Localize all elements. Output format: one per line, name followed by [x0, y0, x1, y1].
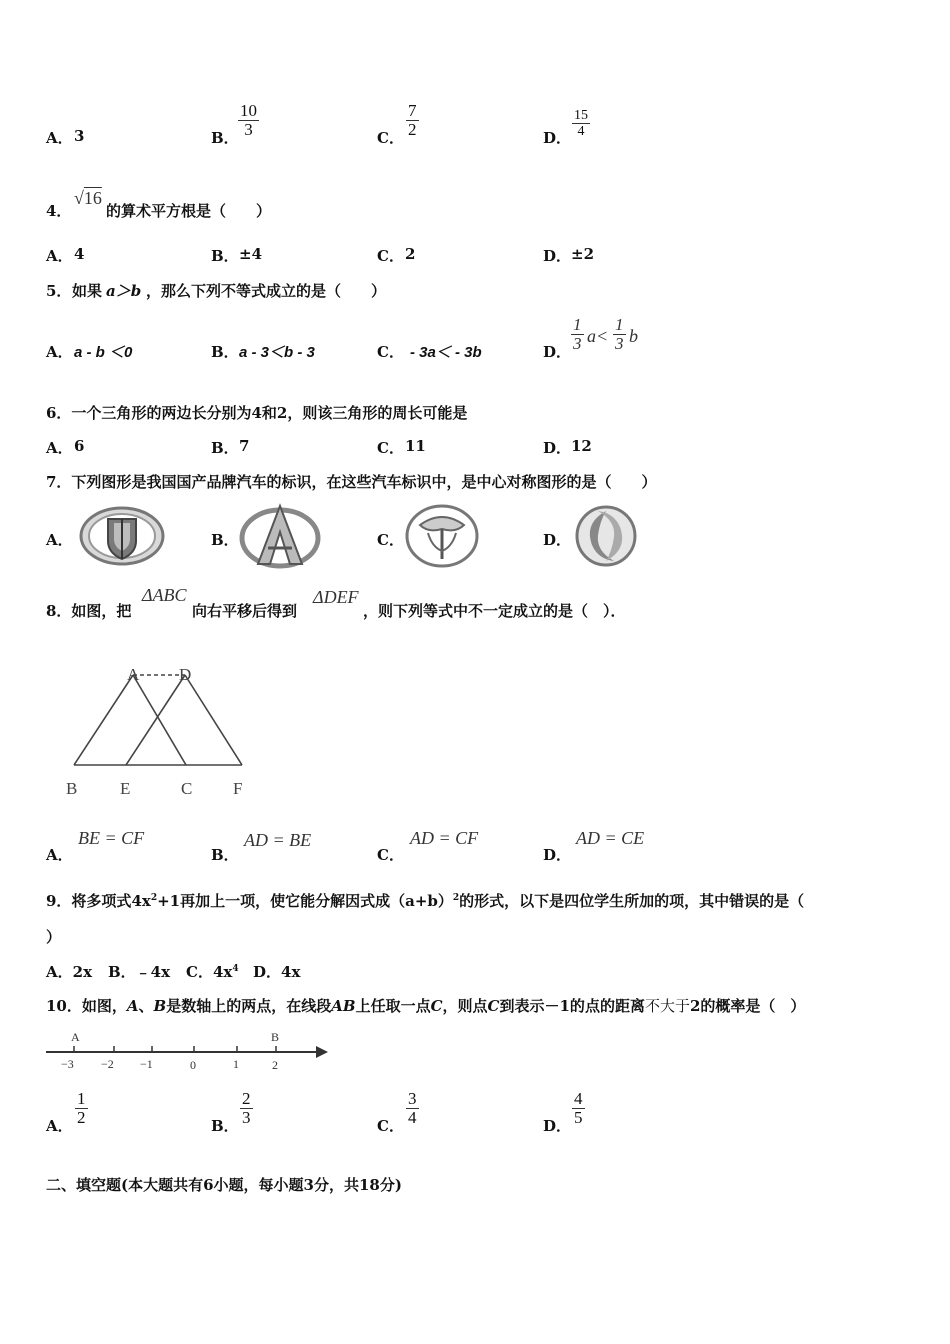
figure-label-e: E [120, 779, 131, 798]
q3-option-c-label: C． [377, 129, 404, 147]
q3-option-d-fraction: $\frac{15}{4}$ [574, 108, 588, 139]
q7-stem: 7．下列图形是我国国产品牌汽车的标识，在这些汽车标识中，是中心对称图形的是（ ） [46, 473, 657, 491]
sqrt-icon: √ [74, 188, 84, 208]
figure-label-c: C [181, 779, 193, 798]
q8-option-c-label: C． [377, 846, 404, 864]
q4-sqrt [74, 188, 102, 209]
q10-option-a-label: A． [46, 1117, 73, 1135]
q4-radicand: 16 [83, 188, 102, 208]
greatwall-logo-icon [78, 505, 166, 567]
q8-option-b-label: B． [211, 846, 239, 864]
q6-option-a-label: A． [46, 439, 73, 457]
q7-option-b-label: B． [211, 531, 239, 549]
q8-option-b-value: AD = BE [244, 830, 312, 850]
q10-option-c-label: C． [377, 1117, 404, 1135]
q10-option-b-fraction: $\frac{2}{3}$ [242, 1089, 251, 1127]
q5-condition: a＞b [106, 282, 142, 300]
q8-stem-mid: 向右平移后得到 [192, 602, 298, 620]
dongfeng-logo-icon [574, 503, 638, 569]
chery-logo-icon [238, 502, 322, 570]
q9-option-a: A．2x [46, 963, 93, 981]
axis-tick-label: 1 [233, 1057, 239, 1071]
q5-option-b-label: B． [211, 343, 239, 361]
q6-option-a-value: 6 [74, 437, 85, 455]
q4-stem: 的算术平方根是（ ） [106, 202, 272, 220]
figure-label-d: D [179, 665, 192, 684]
q8-option-a-label: A． [46, 846, 73, 864]
q10-stem: 10．如图，A、B是数轴上的两点，在线段AB上任取一点C，则点C到表示－1的点的距离不大于2的概率是（ ） [46, 997, 806, 1015]
faw-logo-icon [404, 503, 480, 569]
q10-option-b-label: B． [211, 1117, 239, 1135]
q8-stem-post: ，则下列等式中不一定成立的是（ ）． [363, 602, 626, 620]
axis-point-a: A [71, 1030, 80, 1044]
q5-option-d-frac1: $\frac{1}{3}$ [573, 315, 582, 353]
q8-option-c-value: AD = CF [410, 828, 479, 848]
q9-stem: 9．将多项式$4x^2+1$再加上一项，使它能分解因式成$(a+b)^2$的形式，以下是四位学生所加的项，其中错误的是（ [46, 892, 805, 910]
q9-stem-cont: ） [46, 928, 62, 946]
q3-option-b-fraction: $\frac{10}{3}$ [240, 101, 257, 139]
q8-option-a-value: BE = CF [78, 828, 145, 848]
q6-option-c-label: C． [377, 439, 404, 457]
section-2-heading: 二、填空题(本大题共有6小题，每小题3分，共18分) [46, 1176, 402, 1194]
q7-option-d-label: D． [543, 531, 572, 549]
q6-option-c-value: 11 [405, 437, 426, 455]
translation-triangles-figure [60, 660, 260, 805]
q4-option-b-label: B． [211, 247, 239, 265]
q5-option-d-label: D． [543, 343, 572, 361]
q7-option-a-label: A． [46, 531, 73, 549]
figure-label-a: A [127, 665, 140, 684]
q10-option-d-fraction: $\frac{4}{5}$ [574, 1089, 583, 1127]
q5-option-a-value: a - b ＜0 [74, 344, 133, 361]
q5-option-d-frac2: $\frac{1}{3}$ [615, 315, 624, 353]
q6-option-d-value: 12 [571, 437, 592, 455]
q6-stem: 6．一个三角形的两边长分别为4和2，则该三角形的周长可能是 [46, 404, 468, 422]
axis-arrow-icon [316, 1046, 328, 1058]
q4-option-d-label: D． [543, 247, 572, 265]
q4-number: 4． [46, 202, 72, 220]
q10-option-a-fraction: $\frac{1}{2}$ [77, 1089, 86, 1127]
q6-option-b-value: 7 [239, 437, 250, 455]
q5-option-c-label: C． [377, 343, 404, 361]
q3-option-a-label: A． [46, 129, 73, 147]
axis-point-b: B [271, 1030, 280, 1044]
q5-number: 5． [46, 282, 72, 300]
q3-option-b-label: B． [211, 129, 239, 147]
q5-option-d-mid: a< [587, 326, 609, 346]
q4-option-b-value: ±4 [239, 245, 263, 263]
q5-option-a-label: A． [46, 343, 73, 361]
q9-option-d: D．4x [253, 963, 301, 981]
q5-stem-pre: 如果 [72, 282, 103, 300]
figure-label-f: F [233, 779, 243, 798]
figure-label-b: B [66, 779, 78, 798]
q5-option-d-tail: b [629, 326, 638, 346]
q10-option-d-label: D． [543, 1117, 572, 1135]
q7-option-c-label: C． [377, 531, 404, 549]
q8-option-d-label: D． [543, 846, 572, 864]
axis-tick-label: −2 [101, 1057, 114, 1071]
q4-option-d-value: ±2 [571, 245, 595, 263]
q10-option-c-fraction: $\frac{3}{4}$ [408, 1089, 417, 1127]
q4-option-a-label: A． [46, 247, 73, 265]
q5-stem-post: ，那么下列不等式成立的是（ ） [146, 282, 387, 300]
q6-option-d-label: D． [543, 439, 572, 457]
q8-triangle-def: ΔDEF [313, 587, 359, 607]
q8-stem-pre: 8．如图，把 [46, 602, 132, 620]
q3-option-a-value: 3 [74, 127, 85, 145]
axis-tick-label: −1 [140, 1057, 153, 1071]
q9-option-b: B．﹣4x [108, 963, 171, 981]
q4-option-a-value: 4 [74, 245, 85, 263]
q3-option-c-fraction: $\frac{7}{2}$ [408, 101, 417, 139]
q6-option-b-label: B． [211, 439, 239, 457]
q4-option-c-value: 2 [405, 245, 416, 263]
q9-option-c: C．$4x^4$ [186, 963, 239, 981]
q8-triangle-abc: ΔABC [142, 585, 187, 605]
q8-option-d-value: AD = CE [576, 828, 645, 848]
axis-tick-label: −3 [61, 1057, 74, 1071]
axis-tick-label: 2 [272, 1058, 278, 1072]
axis-tick-label: 0 [190, 1058, 196, 1072]
number-line-figure [44, 1026, 334, 1074]
q5-option-c-value: - 3a＜ - 3b [410, 344, 482, 361]
q3-option-d-label: D． [543, 129, 572, 147]
q5-option-b-value: a - 3＜b - 3 [239, 344, 315, 361]
q4-option-c-label: C． [377, 247, 404, 265]
